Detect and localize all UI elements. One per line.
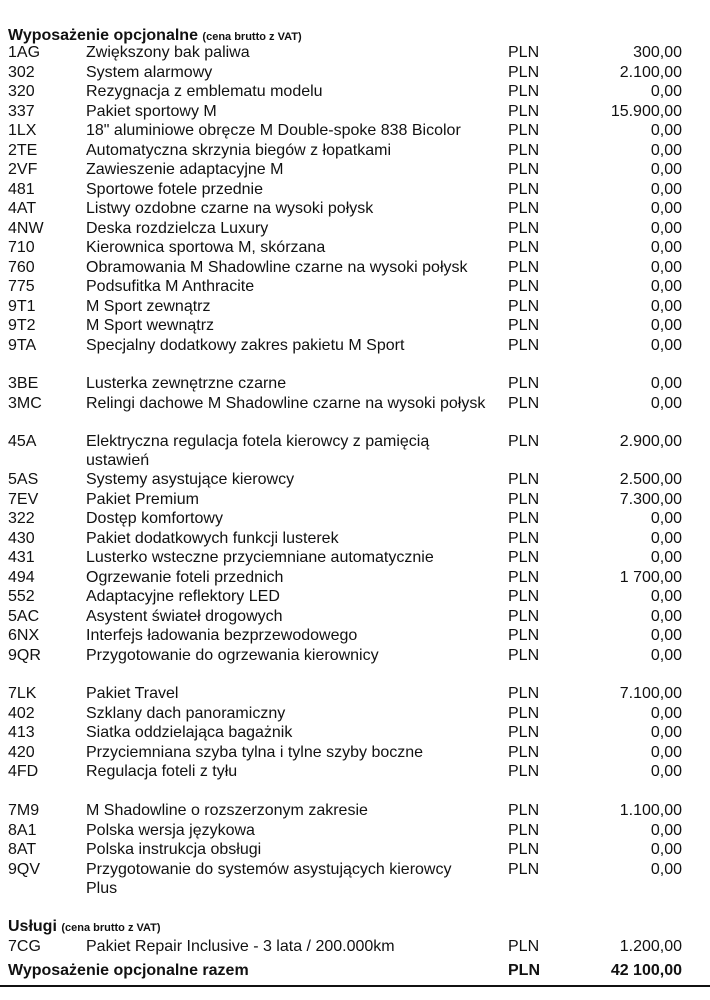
option-description: Przygotowanie do systemów asystujących kierowcy Plus <box>86 860 452 897</box>
option-code: 431 <box>8 549 35 566</box>
total-currency: PLN <box>508 962 540 979</box>
option-currency: PLN <box>508 685 540 702</box>
option-code: 4AT <box>8 200 37 217</box>
option-description: Pakiet Travel <box>86 685 179 702</box>
option-description: Polska wersja językowa <box>86 821 255 839</box>
option-description: Lusterka zewnętrzne czarne <box>86 375 287 392</box>
option-price: 0,00 <box>650 529 682 547</box>
option-code: 302 <box>8 63 35 81</box>
option-currency: PLN <box>508 433 540 450</box>
total-underline <box>0 985 710 987</box>
option-price: 2.500,00 <box>619 471 682 488</box>
option-currency: PLN <box>508 568 540 586</box>
section-title: Wyposażenie opcjonalne <box>8 27 198 44</box>
option-currency: PLN <box>508 63 540 81</box>
option-description: Pakiet dodatkowych funkcji lusterek <box>86 529 339 547</box>
option-description: M Shadowline o rozszerzonym zakresie <box>86 802 368 819</box>
option-code: 710 <box>8 239 35 256</box>
option-description: Deska rozdzielcza Luxury <box>86 219 269 237</box>
option-currency: PLN <box>508 180 540 198</box>
option-price: 0,00 <box>650 510 682 527</box>
option-code: 7CG <box>8 938 41 955</box>
option-price: 0,00 <box>650 860 682 878</box>
option-price: 0,00 <box>650 239 682 256</box>
option-description: Elektryczna regulacja fotela kierowcy z pamięcią ustawień <box>86 433 430 470</box>
option-currency: PLN <box>508 122 540 139</box>
option-price: 300,00 <box>633 44 682 61</box>
option-currency: PLN <box>508 258 540 276</box>
option-price: 1.200,00 <box>619 938 682 955</box>
option-currency: PLN <box>508 83 540 100</box>
option-description: Ogrzewanie foteli przednich <box>86 568 284 586</box>
option-code: 9QR <box>8 646 41 664</box>
option-currency: PLN <box>508 317 540 334</box>
option-price: 0,00 <box>650 588 682 605</box>
option-currency: PLN <box>508 821 540 839</box>
option-currency: PLN <box>508 860 540 878</box>
option-description: M Sport zewnątrz <box>86 297 211 315</box>
option-currency: PLN <box>508 802 540 819</box>
option-description: Kierownica sportowa M, skórzana <box>86 239 326 256</box>
option-price: 0,00 <box>650 763 682 780</box>
option-currency: PLN <box>508 141 540 159</box>
option-description: Siatka oddzielająca bagażnik <box>86 724 293 741</box>
option-code: 7LK <box>8 685 37 702</box>
option-description: Pakiet sportowy M <box>86 102 217 120</box>
option-currency: PLN <box>508 161 540 178</box>
section-heading-services <box>8 918 161 936</box>
option-price: 2.900,00 <box>619 433 682 450</box>
option-currency: PLN <box>508 607 540 625</box>
option-description: Listwy ozdobne czarne na wysoki połysk <box>86 200 374 217</box>
option-description: Pakiet Premium <box>86 490 199 508</box>
section-title: Usługi <box>8 918 57 935</box>
option-currency: PLN <box>508 200 540 217</box>
option-price: 0,00 <box>650 394 682 412</box>
option-currency: PLN <box>508 841 540 858</box>
option-currency: PLN <box>508 490 540 508</box>
option-currency: PLN <box>508 646 540 664</box>
option-description: Lusterko wsteczne przyciemniane automatycznie <box>86 549 434 566</box>
option-price: 0,00 <box>650 375 682 392</box>
option-code: 5AS <box>8 471 39 488</box>
option-code: 1AG <box>8 44 41 61</box>
option-price: 0,00 <box>650 549 682 566</box>
option-code: 494 <box>8 568 35 586</box>
option-description: Pakiet Repair Inclusive - 3 lata / 200.000km <box>86 938 395 955</box>
option-code: 3BE <box>8 375 39 392</box>
option-currency: PLN <box>508 529 540 547</box>
option-currency: PLN <box>508 219 540 237</box>
option-price: 0,00 <box>650 219 682 237</box>
option-currency: PLN <box>508 44 540 61</box>
option-code: 9T2 <box>8 317 36 334</box>
option-price: 0,00 <box>650 743 682 761</box>
option-code: 45A <box>8 433 37 450</box>
option-description: Interfejs ładowania bezprzewodowego <box>86 627 358 644</box>
option-price: 0,00 <box>650 278 682 295</box>
option-currency: PLN <box>508 938 540 955</box>
option-price: 0,00 <box>650 141 682 159</box>
option-description: Systemy asystujące kierowcy <box>86 471 295 488</box>
option-currency: PLN <box>508 743 540 761</box>
section-subtitle: (cena brutto z VAT) <box>61 922 161 934</box>
option-currency: PLN <box>508 704 540 722</box>
total-label: Wyposażenie opcjonalne razem <box>8 962 249 979</box>
option-currency: PLN <box>508 549 540 566</box>
option-description: Przygotowanie do ogrzewania kierownicy <box>86 646 379 664</box>
option-description: Relingi dachowe M Shadowline czarne na wysoki połysk <box>86 394 486 412</box>
option-code: 9QV <box>8 860 41 878</box>
option-code: 7EV <box>8 490 39 508</box>
option-price: 0,00 <box>650 317 682 334</box>
option-price: 15.900,00 <box>610 102 682 120</box>
option-description: Automatyczna skrzynia biegów z łopatkami <box>86 141 392 159</box>
option-currency: PLN <box>508 375 540 392</box>
option-price: 0,00 <box>650 200 682 217</box>
option-currency: PLN <box>508 297 540 315</box>
option-code: 760 <box>8 258 35 276</box>
option-currency: PLN <box>508 239 540 256</box>
option-currency: PLN <box>508 763 540 780</box>
option-description: Specjalny dodatkowy zakres pakietu M Sport <box>86 336 405 354</box>
option-description: Szklany dach panoramiczny <box>86 704 286 722</box>
option-code: 5AC <box>8 607 40 625</box>
option-price: 2.100,00 <box>619 63 682 81</box>
option-description: Sportowe fotele przednie <box>86 180 263 198</box>
option-code: 4FD <box>8 763 39 780</box>
option-description: Dostęp komfortowy <box>86 510 223 527</box>
option-code: 9T1 <box>8 297 36 315</box>
option-price: 1.100,00 <box>619 802 682 819</box>
option-price: 0,00 <box>650 258 682 276</box>
option-code: 337 <box>8 102 35 120</box>
option-price: 0,00 <box>650 161 682 178</box>
option-price: 1 700,00 <box>619 568 682 586</box>
option-currency: PLN <box>508 588 540 605</box>
option-code: 8AT <box>8 841 37 858</box>
option-price: 0,00 <box>650 724 682 741</box>
option-price: 0,00 <box>650 841 682 858</box>
option-code: 1LX <box>8 122 37 139</box>
option-description: Zawieszenie adaptacyjne M <box>86 161 284 178</box>
option-code: 552 <box>8 588 35 605</box>
option-description: Asystent świateł drogowych <box>86 607 283 625</box>
section-subtitle: (cena brutto z VAT) <box>202 31 302 43</box>
option-code: 430 <box>8 529 35 547</box>
option-description: Regulacja foteli z tyłu <box>86 763 238 780</box>
option-code: 8A1 <box>8 821 37 839</box>
option-code: 4NW <box>8 219 44 237</box>
option-code: 7M9 <box>8 802 40 819</box>
option-description: 18" aluminiowe obręcze M Double-spoke 838 Bicolor <box>86 122 461 139</box>
option-description: M Sport wewnątrz <box>86 317 215 334</box>
option-price: 0,00 <box>650 122 682 139</box>
option-price: 0,00 <box>650 646 682 664</box>
option-description: Adaptacyjne reflektory LED <box>86 588 280 605</box>
option-code: 320 <box>8 83 35 100</box>
option-currency: PLN <box>508 278 540 295</box>
option-code: 420 <box>8 743 35 761</box>
option-description: Przyciemniana szyba tylna i tylne szyby boczne <box>86 743 424 761</box>
option-currency: PLN <box>508 102 540 120</box>
option-price: 0,00 <box>650 83 682 100</box>
total-price: 42 100,00 <box>610 962 682 979</box>
option-currency: PLN <box>508 724 540 741</box>
option-currency: PLN <box>508 471 540 488</box>
option-code: 481 <box>8 180 35 198</box>
option-price: 0,00 <box>650 704 682 722</box>
option-code: 6NX <box>8 627 40 644</box>
option-price: 0,00 <box>650 627 682 644</box>
option-code: 2TE <box>8 141 38 159</box>
option-code: 9TA <box>8 336 37 354</box>
option-description: Obramowania M Shadowline czarne na wysoki połysk <box>86 258 468 276</box>
option-description: Polska instrukcja obsługi <box>86 841 262 858</box>
option-price: 0,00 <box>650 180 682 198</box>
option-price: 7.300,00 <box>619 490 682 508</box>
option-description: Zwiększony bak paliwa <box>86 44 250 61</box>
option-description: Rezygnacja z emblematu modelu <box>86 83 323 100</box>
option-currency: PLN <box>508 394 540 412</box>
option-code: 413 <box>8 724 35 741</box>
option-description: Podsufitka M Anthracite <box>86 278 255 295</box>
option-price: 0,00 <box>650 607 682 625</box>
option-price: 0,00 <box>650 821 682 839</box>
option-code: 322 <box>8 510 35 527</box>
option-price: 0,00 <box>650 336 682 354</box>
option-code: 3MC <box>8 394 42 412</box>
option-description: System alarmowy <box>86 63 213 81</box>
option-code: 775 <box>8 278 35 295</box>
option-currency: PLN <box>508 627 540 644</box>
option-price: 7.100,00 <box>619 685 682 702</box>
option-code: 2VF <box>8 161 38 178</box>
option-code: 402 <box>8 704 35 722</box>
option-currency: PLN <box>508 336 540 354</box>
option-price: 0,00 <box>650 297 682 315</box>
option-currency: PLN <box>508 510 540 527</box>
